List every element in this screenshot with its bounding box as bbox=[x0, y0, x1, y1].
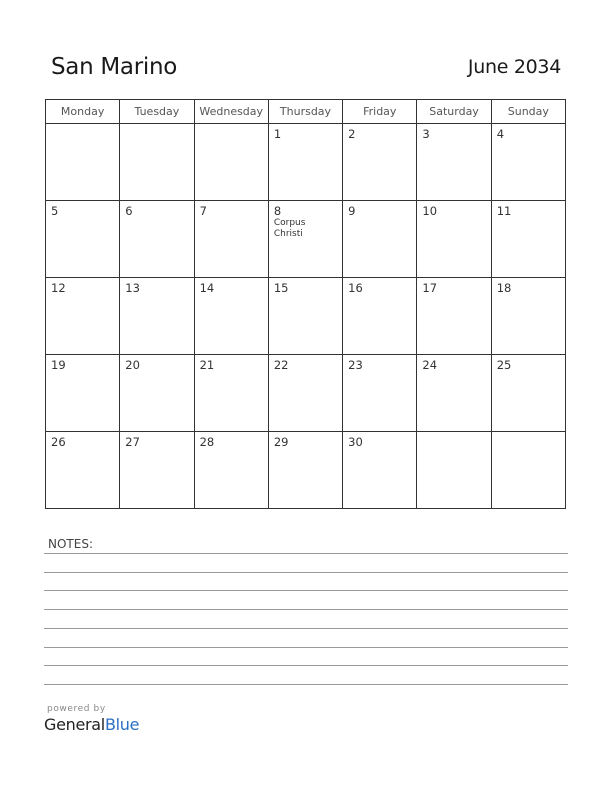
day-number: 8 bbox=[273, 204, 282, 218]
day-number: 12 bbox=[51, 281, 66, 295]
day-cell bbox=[268, 124, 342, 201]
calendar-country-title: San Marino bbox=[51, 54, 178, 80]
day-cell bbox=[491, 355, 565, 432]
day-cell bbox=[343, 124, 417, 201]
day-cell bbox=[417, 201, 491, 278]
notes-line bbox=[44, 628, 568, 629]
day-cell bbox=[343, 278, 417, 355]
weekday-wednesday: Wednesday bbox=[194, 100, 268, 124]
day-cell bbox=[46, 355, 120, 432]
day-cell bbox=[46, 124, 120, 201]
calendar-week-row bbox=[46, 124, 566, 201]
day-cell bbox=[46, 432, 120, 509]
notes-line bbox=[44, 609, 568, 610]
day-number bbox=[417, 432, 490, 436]
day-cell bbox=[268, 201, 342, 278]
day-cell bbox=[194, 201, 268, 278]
day-cell bbox=[491, 432, 565, 509]
generalblue-logo bbox=[44, 704, 139, 734]
day-number: 13 bbox=[125, 281, 140, 295]
day-cell bbox=[194, 278, 268, 355]
day-number: 14 bbox=[199, 281, 215, 295]
day-number bbox=[120, 124, 193, 128]
day-cell bbox=[491, 124, 565, 201]
notes-line bbox=[44, 572, 568, 573]
day-number: 5 bbox=[51, 204, 59, 218]
day-cell bbox=[491, 278, 565, 355]
day-number: 10 bbox=[422, 204, 438, 218]
day-number: 28 bbox=[199, 435, 215, 449]
brand-name-blue: Blue bbox=[104, 715, 140, 734]
weekday-sunday: Sunday bbox=[491, 100, 565, 124]
day-number: 30 bbox=[348, 435, 363, 449]
notes-line bbox=[44, 647, 568, 648]
day-cell bbox=[120, 278, 194, 355]
day-cell bbox=[194, 355, 268, 432]
day-number: 26 bbox=[51, 435, 66, 449]
notes-line bbox=[44, 665, 568, 666]
day-number: 24 bbox=[422, 358, 438, 372]
day-cell bbox=[417, 432, 491, 509]
day-cell bbox=[120, 201, 194, 278]
calendar-body bbox=[46, 124, 566, 509]
day-cell bbox=[417, 124, 491, 201]
day-cell bbox=[46, 201, 120, 278]
day-cell bbox=[120, 124, 194, 201]
weekday-header-row bbox=[46, 100, 566, 124]
weekday-monday: Monday bbox=[46, 100, 120, 124]
day-cell bbox=[268, 432, 342, 509]
day-number: 15 bbox=[273, 281, 289, 295]
day-cell bbox=[343, 201, 417, 278]
day-number: 27 bbox=[125, 435, 140, 449]
day-number: 11 bbox=[496, 204, 512, 218]
weekday-saturday: Saturday bbox=[417, 100, 491, 124]
day-number bbox=[46, 124, 119, 128]
day-cell bbox=[120, 432, 194, 509]
weekday-friday: Friday bbox=[343, 100, 417, 124]
day-number: 17 bbox=[422, 281, 438, 295]
day-number: 29 bbox=[273, 435, 289, 449]
day-cell bbox=[194, 124, 268, 201]
notes-label: NOTES: bbox=[48, 537, 93, 551]
day-number: 16 bbox=[348, 281, 363, 295]
day-number: 2 bbox=[348, 127, 356, 141]
day-number: 3 bbox=[422, 127, 430, 141]
day-cell bbox=[268, 355, 342, 432]
calendar-month-title: June 2034 bbox=[467, 56, 561, 78]
day-cell bbox=[343, 432, 417, 509]
day-number: 22 bbox=[273, 358, 289, 372]
day-cell bbox=[343, 355, 417, 432]
day-cell bbox=[194, 432, 268, 509]
day-cell bbox=[46, 278, 120, 355]
day-number: 1 bbox=[273, 127, 282, 141]
day-cell bbox=[491, 201, 565, 278]
weekday-thursday: Thursday bbox=[268, 100, 342, 124]
powered-by-text: powered by bbox=[47, 704, 106, 714]
day-number: 18 bbox=[496, 281, 512, 295]
brand-name bbox=[44, 715, 139, 734]
day-number: 4 bbox=[496, 127, 505, 141]
day-number: 23 bbox=[348, 358, 363, 372]
day-number: 9 bbox=[348, 204, 356, 218]
day-cell bbox=[417, 278, 491, 355]
weekday-tuesday: Tuesday bbox=[120, 100, 194, 124]
calendar-week-row bbox=[46, 355, 566, 432]
calendar-week-row bbox=[46, 201, 566, 278]
day-cell bbox=[120, 355, 194, 432]
calendar-grid bbox=[45, 99, 566, 509]
day-number bbox=[492, 432, 565, 436]
day-number: 19 bbox=[51, 358, 66, 372]
holiday-label: Corpus Christi bbox=[273, 218, 306, 239]
day-number: 25 bbox=[496, 358, 512, 372]
day-number: 21 bbox=[199, 358, 215, 372]
calendar-week-row bbox=[46, 432, 566, 509]
day-cell bbox=[417, 355, 491, 432]
brand-name-general: General bbox=[44, 715, 105, 734]
calendar-week-row bbox=[46, 278, 566, 355]
day-number bbox=[195, 124, 268, 128]
day-number: 7 bbox=[199, 204, 207, 218]
notes-line bbox=[44, 684, 568, 685]
day-number: 20 bbox=[125, 358, 140, 372]
day-number: 6 bbox=[125, 204, 133, 218]
notes-line bbox=[44, 590, 568, 591]
notes-line bbox=[44, 553, 568, 554]
day-cell bbox=[268, 278, 342, 355]
